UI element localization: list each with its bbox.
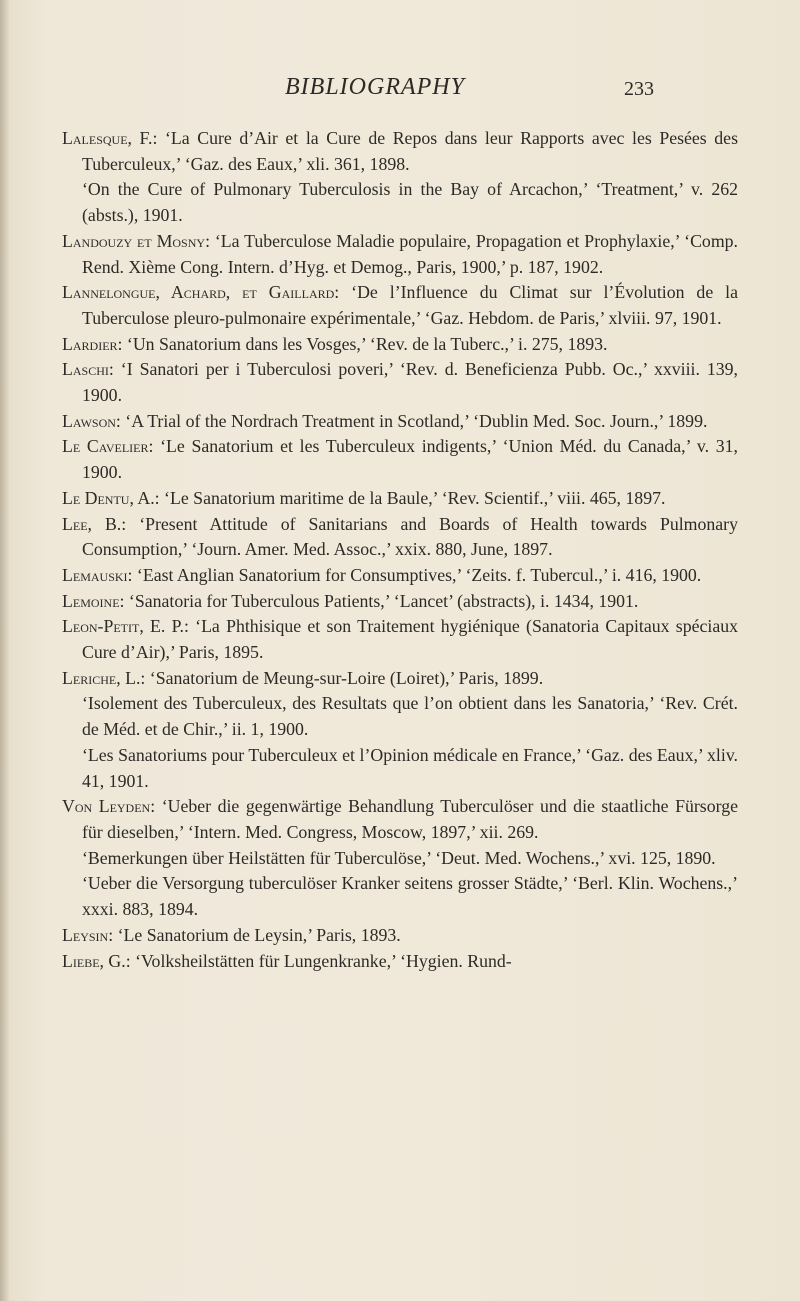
bibliography-entry-continuation bbox=[62, 691, 738, 742]
bibliography-entry-continuation bbox=[62, 871, 738, 922]
entry-text: : ‘La Phthisique et son Traitement hygiénique (Sanatoria Capitaux spéciaux Cure d’Air),’ Paris, 1895. bbox=[82, 616, 739, 663]
bibliography-entry bbox=[62, 666, 738, 692]
entry-text: : ‘La Cure d’Air et la Cure de Repos dans leur Rapports avec les Pesées des Tuberculeux,’ ‘Gaz. des Eaux,’ xli. 361, 1898. bbox=[82, 128, 738, 174]
entry-author: Lannelongue, Achard, et Gaillard bbox=[62, 282, 335, 303]
entry-author: Lemauski bbox=[62, 564, 128, 585]
entry-text: : ‘East Anglian Sanatorium for Consumptives,’ ‘Zeits. f. Tubercul.,’ i. 416, 1900. bbox=[127, 564, 702, 585]
entry-author: Le Cavelier bbox=[62, 436, 149, 457]
entry-author: Lalesque, F. bbox=[62, 128, 153, 148]
entry-text: ‘Isolement des Tuberculeux, des Resultats que l’on obtient dans les Sanatoria,’ ‘Rev. Crét. de Méd. et de Chir.,’ ii. 1, 1900. bbox=[82, 693, 738, 740]
bibliography-entry bbox=[62, 512, 738, 563]
entry-text: ‘Les Sanatoriums pour Tuberculeux et l’Opinion médicale en France,’ ‘Gaz. des Eaux,’ xliv. 41, 1901. bbox=[82, 744, 738, 791]
bibliography-entry bbox=[62, 409, 738, 435]
entry-author: Lardier bbox=[62, 333, 118, 354]
entry-text: ‘Ueber die Versorgung tuberculöser Kranker seitens grosser Städte,’ ‘Berl. Klin. Wochens.,’ xxxi. 883, 1894. bbox=[82, 873, 738, 920]
entry-text: : ‘Sanatoria for Tuberculous Patients,’ ‘Lancet’ (abstracts), i. 1434, 1901. bbox=[119, 590, 639, 611]
entry-text: : ‘Ueber die gegenwärtige Behandlung Tuberculöser und die staatliche Fürsorge für dieselben,’ ‘Intern. Med. Congress, Moscow, 1897,’ xii. 269. bbox=[82, 796, 738, 842]
bibliography-entry bbox=[62, 486, 738, 512]
bibliography-entry bbox=[62, 794, 738, 845]
entry-author: Lemoine bbox=[62, 590, 120, 611]
bibliography-entry bbox=[62, 923, 738, 949]
page-number: 233 bbox=[624, 78, 654, 100]
entry-author: Liebe, G. bbox=[62, 950, 126, 971]
entry-text: : ‘Un Sanatorium dans les Vosges,’ ‘Rev. de la Tuberc.,’ i. 275, 1893. bbox=[117, 333, 608, 354]
entry-author: Leysin bbox=[62, 924, 109, 945]
running-head: BIBLIOGRAPHY bbox=[285, 74, 465, 100]
bibliography-entry bbox=[62, 614, 738, 665]
entry-text: : ‘Volksheilstätten für Lungenkranke,’ ‘Hygien. Rund- bbox=[125, 950, 512, 971]
bibliography-entry bbox=[62, 357, 738, 408]
entry-text: : ‘A Trial of the Nordrach Treatment in Scotland,’ ‘Dublin Med. Soc. Journ.,’ 1899. bbox=[115, 410, 708, 431]
entry-text: : ‘La Tuberculose Maladie populaire, Propagation et Prophylaxie,’ ‘Comp. Rend. Xième Cong. Intern. d’Hyg. et Demog., Paris, 1900,’ p. 187, 1902. bbox=[82, 230, 738, 277]
bibliography-entry bbox=[62, 563, 738, 589]
bibliography-entry bbox=[62, 589, 738, 615]
entry-author: Lee, B. bbox=[62, 513, 122, 534]
entry-text: : ‘Sanatorium de Meung-sur-Loire (Loiret),’ Paris, 1899. bbox=[140, 667, 544, 688]
entry-text: ‘On the Cure of Pulmonary Tuberculosis in the Bay of Arcachon,’ ‘Treatment,’ v. 262 (absts.), 1901. bbox=[82, 179, 738, 226]
bibliography-entry bbox=[62, 126, 738, 177]
bibliography-entry bbox=[62, 280, 738, 331]
entry-text: : ‘Le Sanatorium et les Tuberculeux indigents,’ ‘Union Méd. du Canada,’ v. 31, 1900. bbox=[82, 436, 738, 483]
entry-text: : ‘De l’Influence du Climat sur l’Évolution de la Tuberculose pleuro-pulmonaire expérimentale,’ ‘Gaz. Hebdom. de Paris,’ xlviii. 97, 1901. bbox=[82, 282, 738, 328]
entry-author: Leon-Petit, E. P. bbox=[62, 616, 184, 637]
bibliography-entry-continuation bbox=[62, 177, 738, 228]
bibliography-entry bbox=[62, 332, 738, 358]
entry-author: Le Dentu, A. bbox=[62, 487, 155, 508]
bibliography-entry-continuation bbox=[62, 743, 738, 794]
entry-text: ‘Bemerkungen über Heilstätten für Tuberculöse,’ ‘Deut. Med. Wochens.,’ xvi. 125, 1890. bbox=[82, 847, 716, 868]
entry-author: Laschi bbox=[62, 359, 109, 380]
entry-text: : ‘Le Sanatorium de Leysin,’ Paris, 1893. bbox=[108, 924, 401, 945]
entry-author: Lawson bbox=[62, 410, 116, 431]
page-header bbox=[0, 74, 800, 104]
bibliography-list bbox=[62, 126, 738, 974]
bibliography-entry bbox=[62, 949, 738, 975]
entry-text: : ‘Present Attitude of Sanitarians and Boards of Health towards Pulmonary Consumption,’ ‘Journ. Amer. Med. Assoc.,’ xxix. 880, June, 1897. bbox=[82, 513, 738, 560]
entry-author: Landouzy et Mosny bbox=[62, 230, 206, 251]
entry-text: : ‘Le Sanatorium maritime de la Baule,’ ‘Rev. Scientif.,’ viii. 465, 1897. bbox=[154, 487, 666, 508]
entry-text: : ‘I Sanatori per i Tuberculosi poveri,’ ‘Rev. d. Beneficienza Pubb. Oc.,’ xxviii. 139, 1900. bbox=[82, 359, 738, 406]
bibliography-entry-continuation bbox=[62, 846, 738, 872]
entry-author: Von Leyden bbox=[62, 796, 151, 817]
bibliography-entry bbox=[62, 229, 738, 280]
entry-author: Leriche, L. bbox=[62, 667, 141, 688]
bibliography-entry bbox=[62, 434, 738, 485]
page-binding-shadow bbox=[0, 0, 10, 1301]
